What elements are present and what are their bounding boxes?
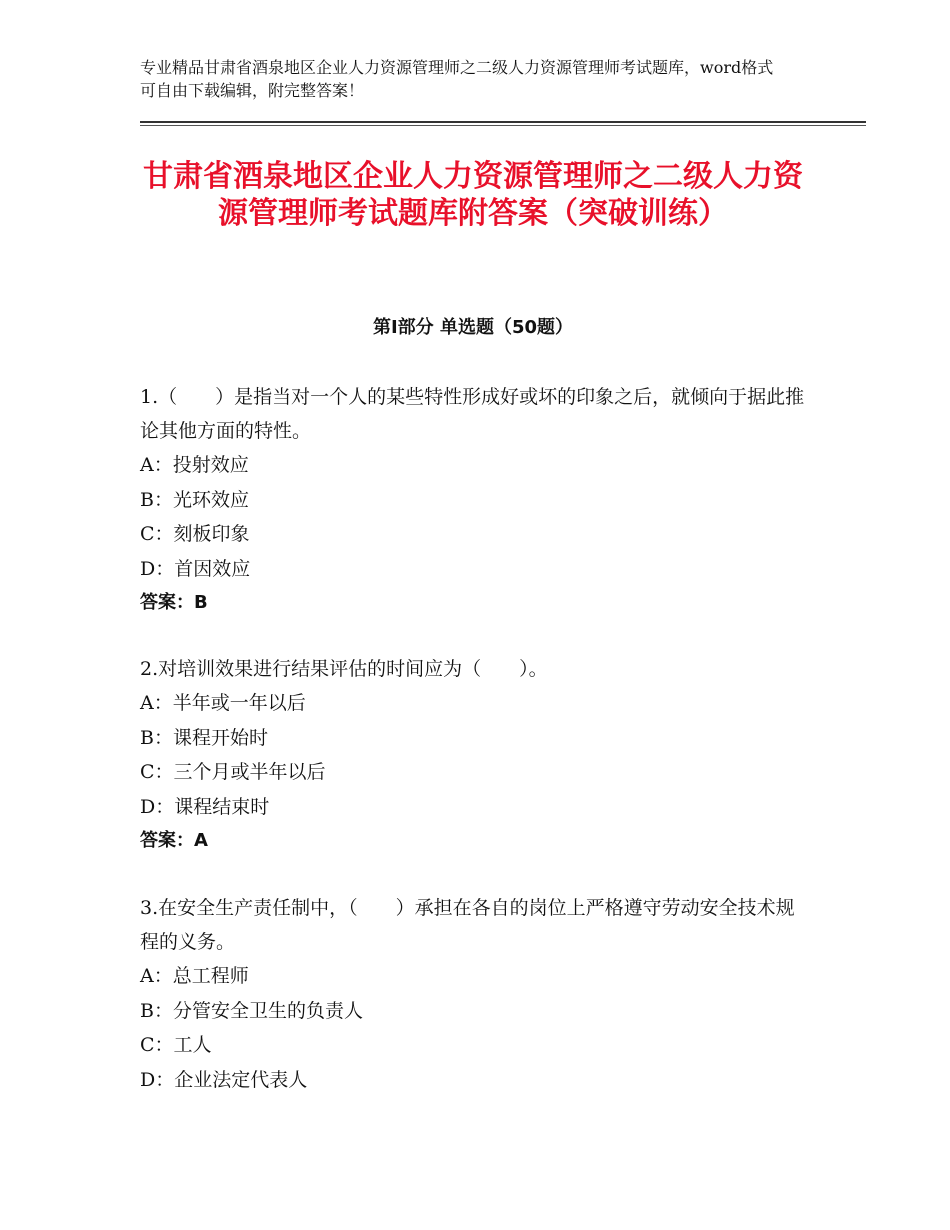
header-divider-thin [140, 125, 866, 126]
option-b: B：课程开始时 [140, 726, 268, 749]
option-b: B：分管安全卫生的负责人 [140, 999, 363, 1022]
answer-label: 答案：A [140, 830, 208, 851]
option-c: C：三个月或半年以后 [140, 761, 326, 783]
option-c: C：刻板印象 [140, 523, 250, 545]
question-stem: 2.对培训效果进行结果评估的时间应为（ ）。 [140, 658, 548, 680]
document-title: 甘肃省酒泉地区企业人力资源管理师之二级人力资源管理师考试题库附答案（突破训练） [143, 159, 803, 231]
option-c: C：工人 [140, 1034, 212, 1056]
header-divider-thick [140, 121, 866, 123]
option-d: D：课程结束时 [140, 795, 270, 818]
option-a: A：半年或一年以后 [140, 692, 306, 714]
option-a: A：投射效应 [140, 454, 249, 476]
section-title: 第Ⅰ部分 单选题（50题） [372, 317, 573, 338]
question-stem: 3.在安全生产责任制中，（ ）承担在各自的岗位上严格遵守劳动安全技术规程的义务。 [140, 897, 795, 953]
option-a: A：总工程师 [140, 965, 249, 987]
option-b: B：光环效应 [140, 488, 249, 511]
answer-label: 答案：B [140, 592, 208, 613]
header-note: 专业精品甘肃省酒泉地区企业人力资源管理师之二级人力资源管理师考试题库，word格式可自由下载编辑，附完整答案！ [140, 58, 774, 100]
option-d: D：首因效应 [140, 557, 251, 580]
question-stem: 1.（ ）是指当对一个人的某些特性形成好或坏的印象之后，就倾向于据此推论其他方面的特性。 [140, 386, 805, 442]
question-2 [140, 652, 806, 858]
option-d: D：企业法定代表人 [140, 1068, 308, 1091]
question-3 [140, 891, 806, 1097]
question-1 [140, 380, 806, 620]
